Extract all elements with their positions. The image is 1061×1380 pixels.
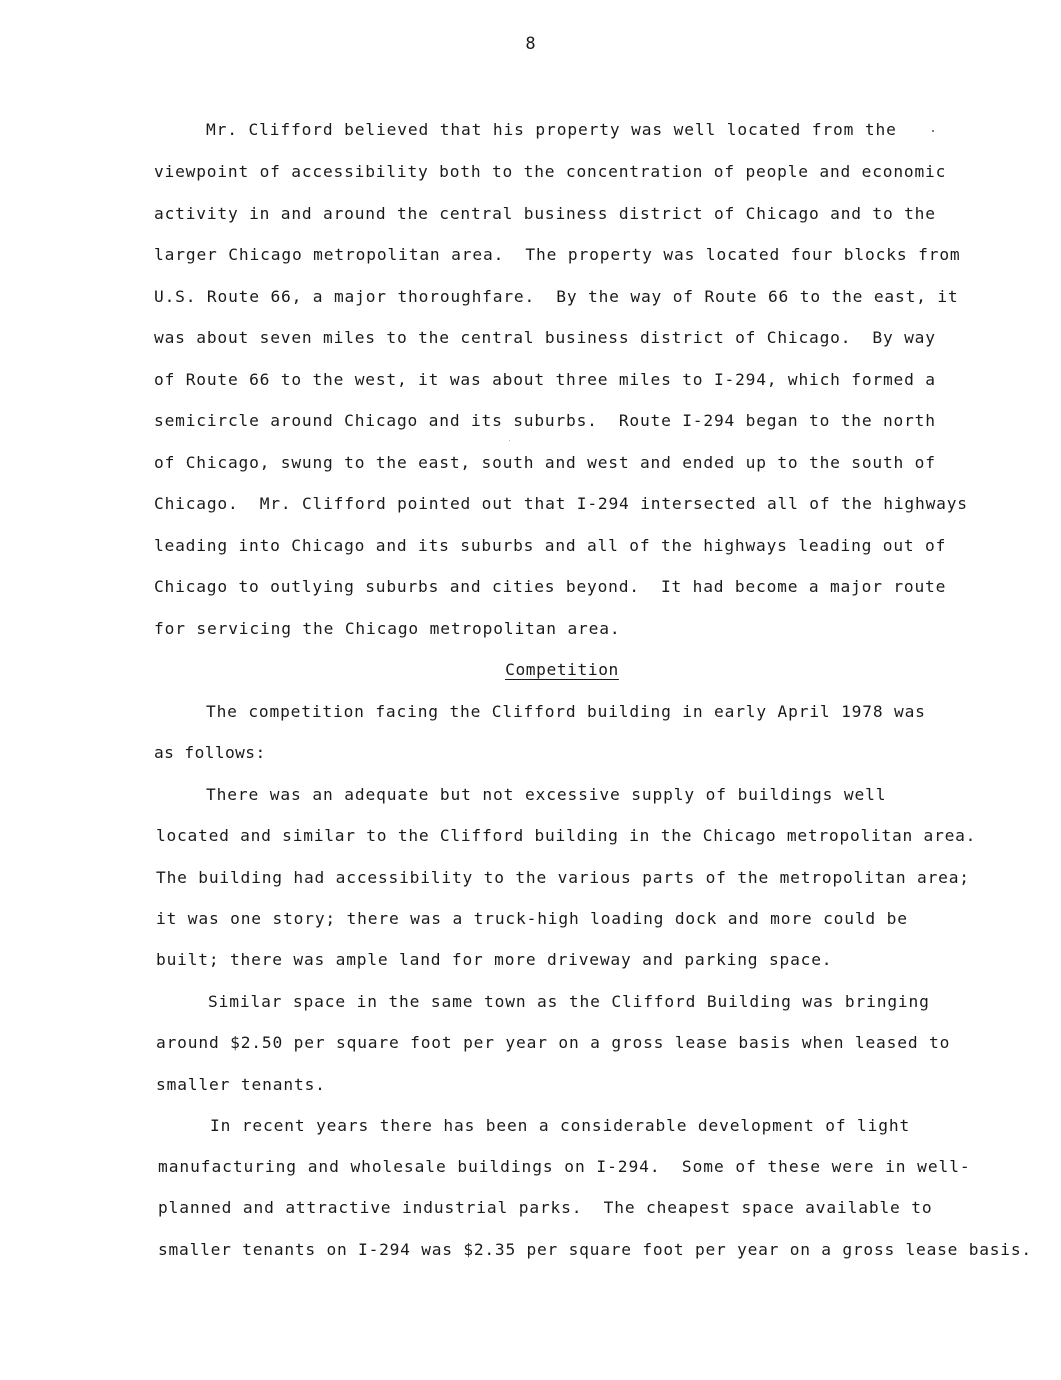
text-line: semicircle around Chicago and its suburbs. Route I-294 began to the north <box>154 411 936 430</box>
text-line: built; there was ample land for more driveway and parking space. <box>156 950 833 969</box>
scan-speck <box>932 130 934 132</box>
text-line: smaller tenants. <box>156 1075 326 1094</box>
text-line: Similar space in the same town as the Clifford Building was bringing <box>208 992 930 1011</box>
text-line: planned and attractive industrial parks. The cheapest space available to <box>158 1198 933 1217</box>
text-line: There was an adequate but not excessive supply of buildings well <box>206 785 887 804</box>
text-line: viewpoint of accessibility both to the concentration of people and economic <box>154 162 947 181</box>
text-line: The building had accessibility to the various parts of the metropolitan area; <box>156 868 970 887</box>
text-line: leading into Chicago and its suburbs and all of the highways leading out of <box>154 536 947 555</box>
text-line: activity in and around the central business district of Chicago and to the <box>154 204 936 223</box>
text-line: of Chicago, swung to the east, south and west and ended up to the south of <box>154 453 936 472</box>
text-line: U.S. Route 66, a major thoroughfare. By the way of Route 66 to the east, it <box>154 287 959 306</box>
text-line: for servicing the Chicago metropolitan area. <box>154 619 621 638</box>
text-line: smaller tenants on I-294 was $2.35 per square foot per year on a gross lease basis. <box>158 1240 1032 1259</box>
text-line: as follows: <box>154 743 266 762</box>
scan-speck <box>509 440 510 441</box>
text-line: was about seven miles to the central business district of Chicago. By way <box>154 328 936 347</box>
text-line: located and similar to the Clifford building in the Chicago metropolitan area. <box>156 826 977 845</box>
text-line: Chicago to outlying suburbs and cities beyond. It had become a major route <box>154 577 947 596</box>
text-line: larger Chicago metropolitan area. The property was located four blocks from <box>154 245 961 264</box>
text-line: Mr. Clifford believed that his property was well located from the <box>206 120 897 139</box>
section-heading: Competition <box>505 660 619 679</box>
text-line: manufacturing and wholesale buildings on I-294. Some of these were in well- <box>158 1157 971 1176</box>
text-line: The competition facing the Clifford building in early April 1978 was <box>206 702 926 721</box>
text-line: it was one story; there was a truck-high loading dock and more could be <box>156 909 908 928</box>
page-number: 8 <box>525 34 536 54</box>
text-line: around $2.50 per square foot per year on a gross lease basis when leased to <box>156 1033 951 1052</box>
text-line: of Route 66 to the west, it was about three miles to I-294, which formed a <box>154 370 936 389</box>
text-line: In recent years there has been a considerable development of light <box>210 1116 911 1135</box>
text-line: Chicago. Mr. Clifford pointed out that I-294 intersected all of the highways <box>154 494 968 513</box>
